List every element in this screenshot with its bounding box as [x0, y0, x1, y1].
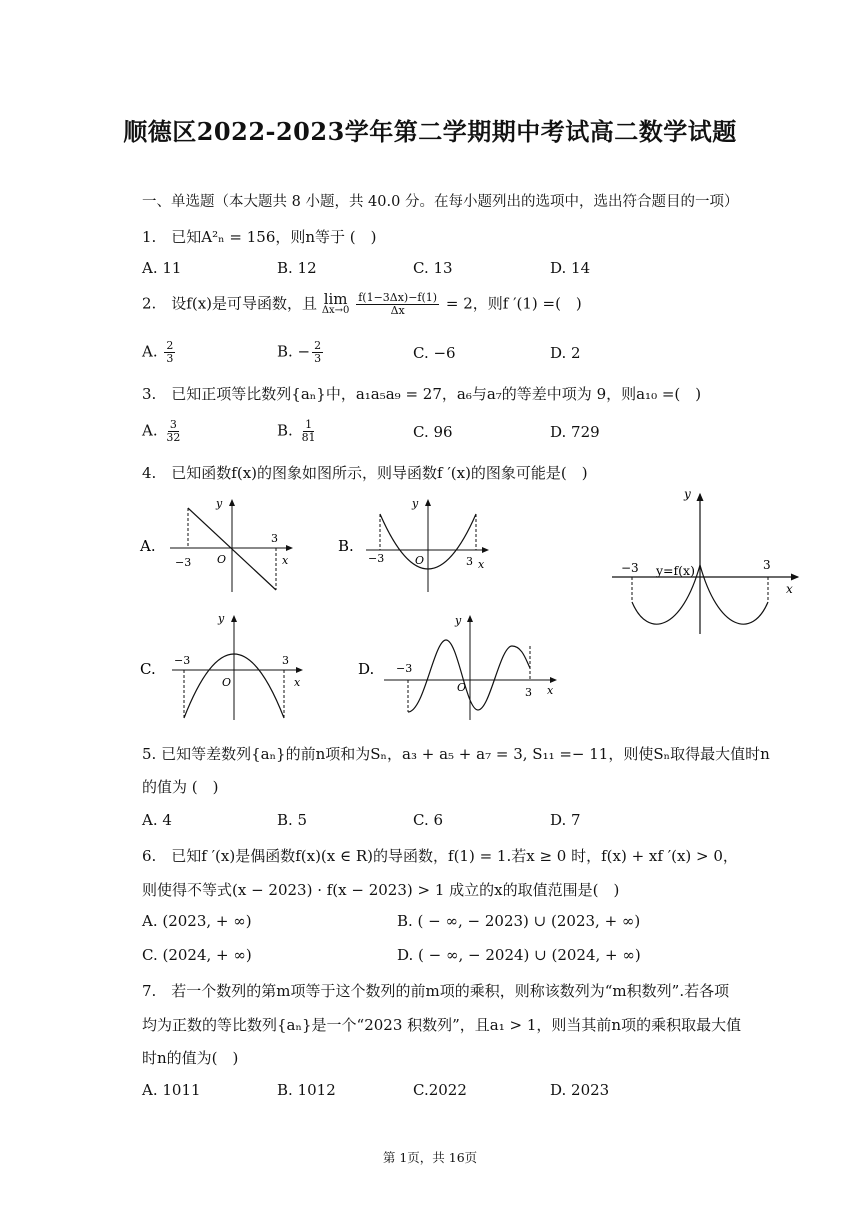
- q7-option-b: B. 1012: [277, 1081, 336, 1099]
- question-5-line-2: 的值为 ( ): [142, 778, 219, 796]
- q5-option-c: C. 6: [413, 811, 444, 829]
- q7-option-d: D. 2023: [550, 1081, 610, 1099]
- svg-text:y: y: [218, 612, 225, 625]
- q6-option-d: D. ( − ∞, − 2024) ∪ (2024, + ∞): [397, 946, 641, 964]
- q2-text-after: = 2，则f ′(1) =( ): [445, 294, 582, 313]
- graph-d: [358, 614, 556, 720]
- question-1: 1. 已知A²ₙ = 156，则n等于 ( ): [142, 228, 377, 246]
- graph-main-fx: [612, 487, 798, 634]
- svg-text:x: x: [786, 582, 793, 596]
- q1-option-d: D. 14: [550, 259, 591, 277]
- svg-text:x: x: [478, 558, 485, 571]
- q2-text-before: 2. 设f(x)是可导函数，且: [142, 294, 318, 313]
- svg-text:A.: A.: [140, 537, 156, 555]
- q6-option-c: C. (2024, + ∞): [142, 946, 252, 964]
- graph-b: [338, 497, 488, 592]
- graph-c: [140, 612, 302, 720]
- page-footer: 第 1页，共 16页: [382, 1150, 478, 1165]
- q6-option-a: A. (2023, + ∞): [142, 912, 252, 930]
- question-6-line-2: 则使得不等式(x − 2023) · f(x − 2023) > 1 成立的x的取值范围是( ): [142, 881, 620, 899]
- q2-option-b: B. − $\frac{2}{3}$: [277, 339, 322, 365]
- question-5-line-1: 5. 已知等差数列{aₙ}的前n项和为Sₙ，a₃ + a₅ + a₇ = 3, S₁₁ =− 11，则使Sₙ取得最大值时n: [142, 745, 770, 763]
- svg-text:y: y: [455, 614, 462, 627]
- q6-option-b: B. ( − ∞, − 2023) ∪ (2023, + ∞): [397, 912, 641, 930]
- q3-option-b: B. $\frac{1}{81}$: [277, 418, 316, 444]
- svg-text:3: 3: [466, 555, 473, 568]
- svg-text:x: x: [294, 676, 301, 689]
- section-heading: 一、单选题（本大题共 8 小题，共 40.0 分。在每小题列出的选项中，选出符合题目的一项）: [142, 194, 739, 210]
- q2-limit: lim Δx→0: [321, 289, 350, 316]
- q5-option-a: A. 4: [142, 811, 172, 829]
- q1-option-b: B. 12: [277, 259, 317, 277]
- svg-text:B.: B.: [338, 537, 354, 555]
- q1-option-a: A. 11: [142, 259, 182, 277]
- svg-text:D.: D.: [358, 660, 375, 678]
- question-7-line-2: 均为正数的等比数列{aₙ}是一个“2023 积数列”，且a₁ > 1，则当其前n项的乘积取最大值: [142, 1016, 742, 1034]
- svg-text:−3: −3: [621, 561, 639, 575]
- svg-text:O: O: [217, 553, 227, 566]
- svg-text:3: 3: [763, 558, 771, 572]
- svg-text:O: O: [457, 681, 467, 694]
- q2-option-a: A. $\frac{2}{3}$: [142, 339, 174, 365]
- question-7-line-3: 时n的值为( ): [142, 1049, 239, 1067]
- svg-text:y: y: [216, 497, 223, 510]
- q2-option-c: C. −6: [413, 344, 456, 362]
- svg-text:3: 3: [525, 686, 532, 699]
- question-4: 4. 已知函数f(x)的图象如图所示，则导函数f ′(x)的图象可能是( ): [142, 464, 588, 482]
- question-7-line-1: 7. 若一个数列的第m项等于这个数列的前m项的乘积，则称该数列为“m积数列”.若各项: [142, 982, 730, 1000]
- svg-text:O: O: [222, 676, 232, 689]
- svg-text:y: y: [684, 487, 691, 501]
- svg-text:O: O: [415, 554, 425, 567]
- question-6-line-1: 6. 已知f ′(x)是偶函数f(x)(x ∈ R)的导函数，f(1) = 1.若x ≥ 0 时，f(x) + xf ′(x) > 0，: [142, 847, 738, 865]
- q7-option-c: C.2022: [413, 1081, 467, 1099]
- svg-text:y=f(x): y=f(x): [656, 563, 695, 578]
- page-title: 顺德区2022-2023学年第二学期期中考试高二数学试题: [123, 117, 737, 146]
- svg-text:3: 3: [271, 532, 278, 545]
- q5-option-d: D. 7: [550, 811, 581, 829]
- q3-option-a: A. $\frac{3}{32}$: [142, 418, 181, 444]
- svg-text:3: 3: [282, 654, 289, 667]
- q3-option-d: D. 729: [550, 423, 600, 441]
- q3-option-c: C. 96: [413, 423, 453, 441]
- q2-fraction: $\frac{f(1-3\Delta x)-f(1)}{\Delta x}$: [358, 291, 438, 317]
- q2-option-d: D. 2: [550, 344, 581, 362]
- q7-option-a: A. 1011: [142, 1081, 201, 1099]
- svg-text:−3: −3: [396, 662, 413, 675]
- svg-text:x: x: [282, 554, 289, 567]
- q1-option-c: C. 13: [413, 259, 453, 277]
- svg-text:y: y: [412, 497, 419, 510]
- svg-text:C.: C.: [140, 660, 156, 678]
- q5-option-b: B. 5: [277, 811, 308, 829]
- question-3: 3. 已知正项等比数列{aₙ}中，a₁a₅a₉ = 27，a₆与a₇的等差中项为 9，则a₁₀ =( ): [142, 385, 702, 403]
- graph-a: [139, 497, 292, 592]
- svg-text:x: x: [547, 684, 554, 697]
- svg-text:−3: −3: [174, 654, 191, 667]
- svg-text:−3: −3: [175, 556, 192, 569]
- svg-text:−3: −3: [368, 552, 385, 565]
